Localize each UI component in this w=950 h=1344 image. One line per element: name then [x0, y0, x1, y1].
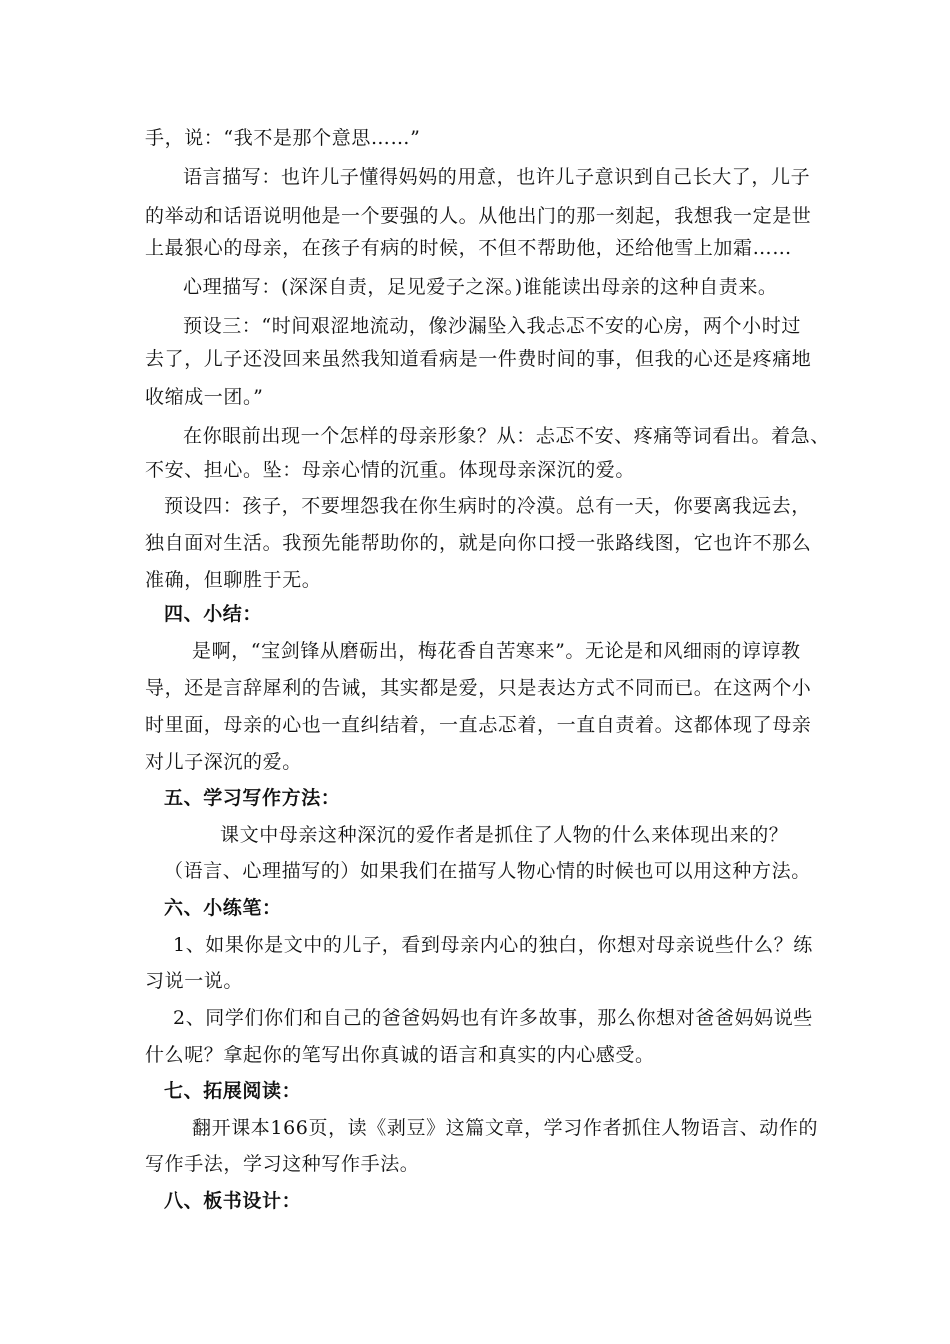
text-line: 写作手法，学习这种写作手法。 [145, 1153, 420, 1175]
text-line: （语言、心理描写的）如果我们在描写人物心情的时候也可以用这种方法。 [164, 860, 811, 882]
text-line: 习说一说。 [145, 970, 244, 992]
text-line: 手，说：“我不是那个意思……” [145, 127, 421, 149]
text-line: 预设四：孩子，不要埋怨我在你生病时的冷漠。总有一天，你要离我远去， [164, 495, 811, 517]
text-line: 导，还是言辞犀利的告诫，其实都是爱，只是表达方式不同而已。在这两个小 [145, 677, 812, 699]
text-line: 不安、担心。坠：母亲心情的沉重。体现母亲深沉的爱。 [145, 459, 636, 481]
text-line: 2、同学们你们和自己的爸爸妈妈也有许多故事，那么你想对爸爸妈妈说些 [173, 1007, 813, 1029]
text-line: 的举动和话语说明他是一个要强的人。从他出门的那一刻起，我想我一定是世 [145, 205, 812, 227]
text-line: 1、如果你是文中的儿子，看到母亲内心的独白，你想对母亲说些什么？练 [173, 934, 813, 956]
section-heading-extended-reading: 七、拓展阅读： [164, 1080, 302, 1102]
text-line: 翻开课本166页，读《剥豆》这篇文章，学习作者抓住人物语言、动作的 [192, 1117, 819, 1139]
section-heading-writing-method: 五、学习写作方法： [164, 787, 341, 809]
text-line: 对儿子深沉的爱。 [145, 751, 302, 773]
text-line: 收缩成一团。” [145, 386, 264, 408]
text-line: 准确，但聊胜于无。 [145, 569, 322, 591]
section-heading-practice: 六、小练笔： [164, 897, 282, 919]
text-line: 时里面，母亲的心也一直纠结着，一直忐忑着，一直自责着。这都体现了母亲 [145, 714, 812, 736]
text-line: 预设三：“时间艰涩地流动，像沙漏坠入我忐忑不安的心房，两个小时过 [183, 315, 801, 337]
text-line: 独自面对生活。我预先能帮助你的，就是向你口授一张路线图，它也许不那么 [145, 532, 812, 554]
text-line: 什么呢？拿起你的笔写出你真诚的语言和真实的内心感受。 [145, 1044, 655, 1066]
text-line: 语言描写：也许儿子懂得妈妈的用意，也许儿子意识到自己长大了，儿子 [183, 166, 811, 188]
text-line: 心理描写：(深深自责，足见爱子之深。)谁能读出母亲的这种自责来。 [183, 276, 778, 298]
text-line: 在你眼前出现一个怎样的母亲形象？从：忐忑不安、疼痛等词看出。着急、 [183, 425, 830, 447]
text-line: 上最狠心的母亲，在孩子有病的时候，不但不帮助他，还给他雪上加霜…… [145, 237, 792, 259]
text-line: 去了，儿子还没回来虽然我知道看病是一件费时间的事，但我的心还是疼痛地 [145, 348, 812, 370]
section-heading-board-design: 八、板书设计： [164, 1190, 302, 1212]
section-heading-summary: 四、小结： [164, 603, 263, 625]
text-line: 是啊，“宝剑锋从磨砺出，梅花香自苦寒来”。无论是和风细雨的谆谆教 [192, 640, 801, 662]
text-line: 课文中母亲这种深沉的爱作者是抓住了人物的什么来体现出来的？ [220, 824, 789, 846]
